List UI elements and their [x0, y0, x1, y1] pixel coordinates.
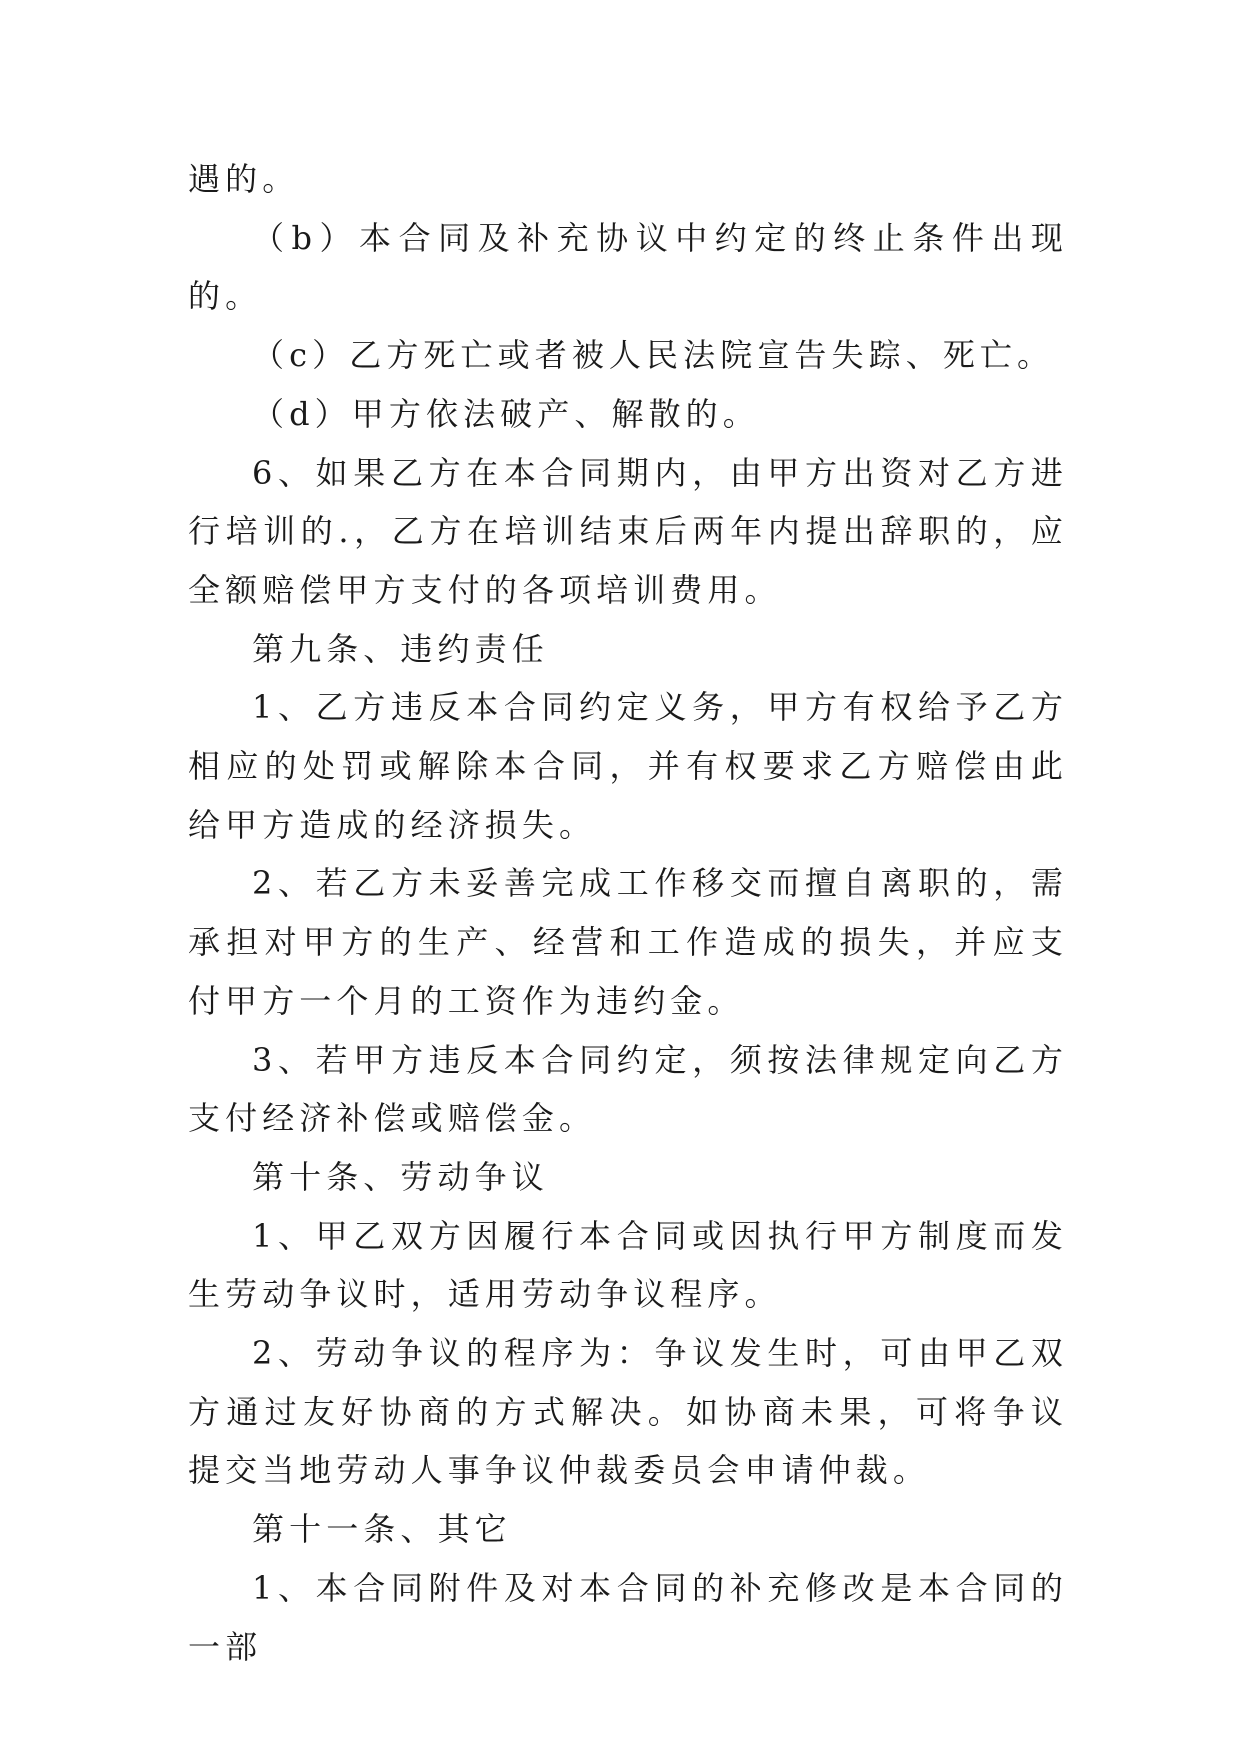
article-9-clause-1: 1、乙方违反本合同约定义务，甲方有权给予乙方相应的处罚或解除本合同，并有权要求乙方赔偿由此给甲方造成的经济损失。 — [188, 688, 1068, 844]
article-9-clause-2: 2、若乙方未妥善完成工作移交而擅自离职的，需承担对甲方的生产、经营和工作造成的损失，并应支付甲方一个月的工资作为违约金。 — [188, 864, 1068, 1020]
article-11-heading: 第十一条、其它 — [252, 1510, 512, 1549]
paragraph-continuation: 遇的。 — [188, 160, 300, 198]
article-9-heading: 第九条、违约责任 — [252, 629, 549, 668]
clause-item-b: （b）本合同及补充协议中约定的终止条件出现的。 — [188, 218, 1068, 316]
article-10-clause-2: 2、劳动争议的程序为：争议发生时，可由甲乙双方通过友好协商的方式解决。如协商未果，可将争议提交当地劳动人事争议仲裁委员会申请仲裁。 — [188, 1334, 1068, 1490]
article-10-clause-1: 1、甲乙双方因履行本合同或因执行甲方制度而发生劳动争议时，适用劳动争议程序。 — [188, 1216, 1068, 1314]
clause-item-c: （c）乙方死亡或者被人民法院宣告失踪、死亡。 — [252, 336, 1055, 375]
article-11-clause-1: 1、本合同附件及对本合同的补充修改是本合同的一部 — [188, 1568, 1068, 1666]
article-10-heading: 第十条、劳动争议 — [252, 1157, 549, 1196]
document-body — [188, 150, 1068, 1676]
clause-6-training: 6、如果乙方在本合同期内，由甲方出资对乙方进行培训的.，乙方在培训结束后两年内提出辞职的，应全额赔偿甲方支付的各项培训费用。 — [188, 453, 1068, 609]
article-9-clause-3: 3、若甲方违反本合同约定，须按法律规定向乙方支付经济补偿或赔偿金。 — [188, 1040, 1068, 1138]
clause-item-d: （d）甲方依法破产、解散的。 — [252, 394, 760, 433]
